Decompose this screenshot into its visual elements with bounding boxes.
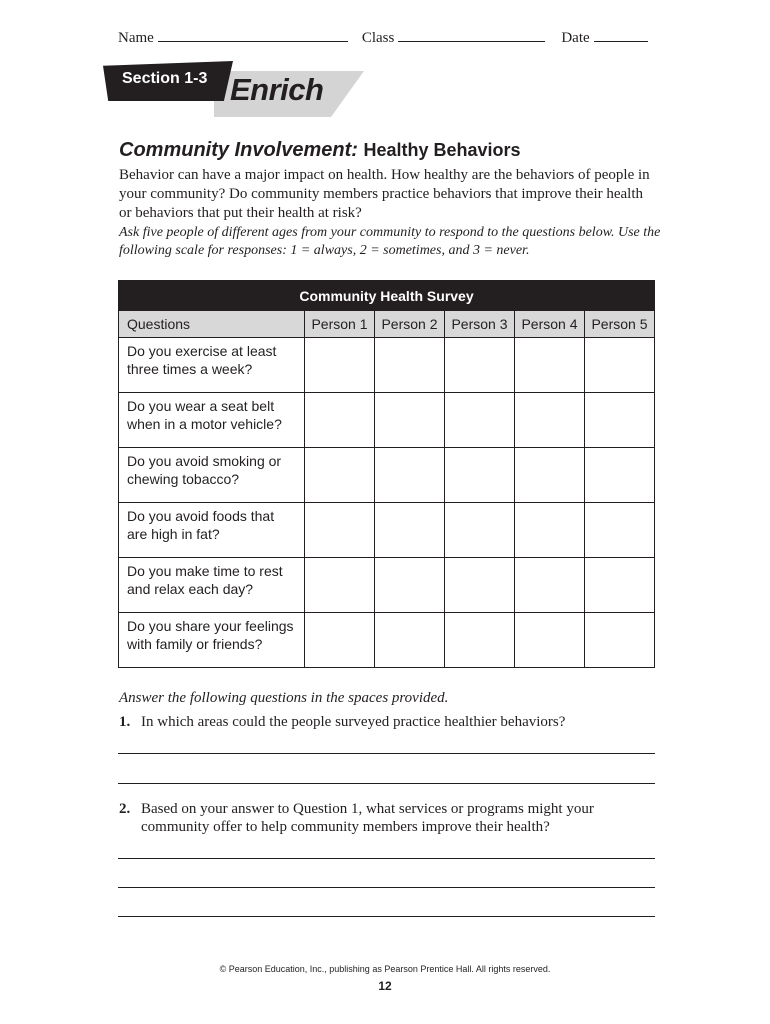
answer-line[interactable]: [118, 916, 655, 917]
person-1-column-header: Person 1: [305, 311, 375, 338]
person-5-column-header: Person 5: [585, 311, 655, 338]
date-label: Date: [561, 30, 590, 46]
response-cell[interactable]: [305, 393, 375, 448]
response-cell[interactable]: [445, 338, 515, 393]
table-row: [119, 613, 655, 668]
copyright-notice: © Pearson Education, Inc., publishing as Pearson Prentice Hall. All rights reserved.: [219, 964, 551, 974]
person-4-column-header: Person 4: [515, 311, 585, 338]
answer-line[interactable]: [118, 887, 655, 888]
table-row: [119, 393, 655, 448]
response-cell[interactable]: [585, 503, 655, 558]
response-cell[interactable]: [445, 448, 515, 503]
survey-question: Do you avoid foods that are high in fat?: [119, 503, 305, 558]
response-cell[interactable]: [375, 503, 445, 558]
response-cell[interactable]: [375, 338, 445, 393]
response-cell[interactable]: [375, 558, 445, 613]
response-cell[interactable]: [585, 448, 655, 503]
page-number: 12: [378, 979, 392, 993]
response-cell[interactable]: [375, 613, 445, 668]
table-row: [119, 558, 655, 613]
instructions-paragraph: Ask five people of different ages from your community to respond to the questions below. Use the following scale for responses: 1 = always, 2 = sometimes, and 3 = never.: [119, 225, 661, 258]
name-label: Name: [118, 30, 154, 46]
table-row: [119, 338, 655, 393]
question-1-number: 1.: [119, 714, 131, 730]
response-cell[interactable]: [515, 613, 585, 668]
question-2-text: Based on your answer to Question 1, what services or programs might your community offer to help community members improve their health?: [141, 801, 594, 835]
intro-paragraph: Behavior can have a major impact on health. How healthy are the behaviors of people in your community? Do community members practice behaviors that improve their health or behaviors that put their health at risk?: [119, 167, 650, 221]
response-cell[interactable]: [585, 613, 655, 668]
response-cell[interactable]: [585, 393, 655, 448]
class-label: Class: [361, 30, 395, 46]
question-1-text: In which areas could the people surveyed practice healthier behaviors?: [141, 714, 566, 730]
person-2-column-header: Person 2: [375, 311, 445, 338]
worksheet-title: [119, 139, 521, 162]
answer-section-intro: Answer the following questions in the spaces provided.: [119, 690, 449, 706]
question-1: [119, 713, 659, 731]
class-blank[interactable]: [398, 28, 545, 42]
answer-line[interactable]: [118, 753, 655, 754]
response-cell[interactable]: [375, 393, 445, 448]
response-cell[interactable]: [515, 448, 585, 503]
response-cell[interactable]: [375, 448, 445, 503]
worksheet-title-plain: Healthy Behaviors: [363, 140, 521, 160]
survey-question: Do you avoid smoking or chewing tobacco?: [119, 448, 305, 503]
response-cell[interactable]: [585, 558, 655, 613]
response-cell[interactable]: [445, 393, 515, 448]
survey-title: Community Health Survey: [119, 281, 655, 311]
questions-column-header: Questions: [119, 311, 305, 338]
enrich-heading: Enrich: [230, 72, 324, 107]
table-row: [119, 448, 655, 503]
response-cell[interactable]: [305, 613, 375, 668]
person-3-column-header: Person 3: [445, 311, 515, 338]
section-label: Section 1-3: [122, 70, 208, 87]
community-health-survey-table: [118, 280, 655, 668]
worksheet-title-italic: Community Involvement:: [119, 139, 358, 161]
response-cell[interactable]: [305, 558, 375, 613]
survey-question: Do you wear a seat belt when in a motor vehicle?: [119, 393, 305, 448]
student-info-line: [118, 28, 648, 47]
response-cell[interactable]: [585, 338, 655, 393]
response-cell[interactable]: [305, 448, 375, 503]
response-cell[interactable]: [515, 503, 585, 558]
response-cell[interactable]: [515, 558, 585, 613]
response-cell[interactable]: [445, 558, 515, 613]
question-2-number: 2.: [119, 801, 131, 817]
response-cell[interactable]: [305, 503, 375, 558]
date-blank[interactable]: [594, 28, 648, 42]
response-cell[interactable]: [445, 613, 515, 668]
survey-question: Do you make time to rest and relax each day?: [119, 558, 305, 613]
response-cell[interactable]: [515, 393, 585, 448]
name-blank[interactable]: [158, 28, 348, 42]
survey-header-row: [119, 311, 655, 338]
date-field[interactable]: [561, 28, 647, 47]
response-cell[interactable]: [445, 503, 515, 558]
response-cell[interactable]: [515, 338, 585, 393]
name-field[interactable]: [118, 28, 348, 47]
table-row: [119, 503, 655, 558]
response-cell[interactable]: [305, 338, 375, 393]
survey-question: Do you share your feelings with family or friends?: [119, 613, 305, 668]
answer-line[interactable]: [118, 783, 655, 784]
survey-question: Do you exercise at least three times a week?: [119, 338, 305, 393]
question-2: [119, 800, 659, 836]
class-field[interactable]: [362, 28, 546, 47]
answer-line[interactable]: [118, 858, 655, 859]
